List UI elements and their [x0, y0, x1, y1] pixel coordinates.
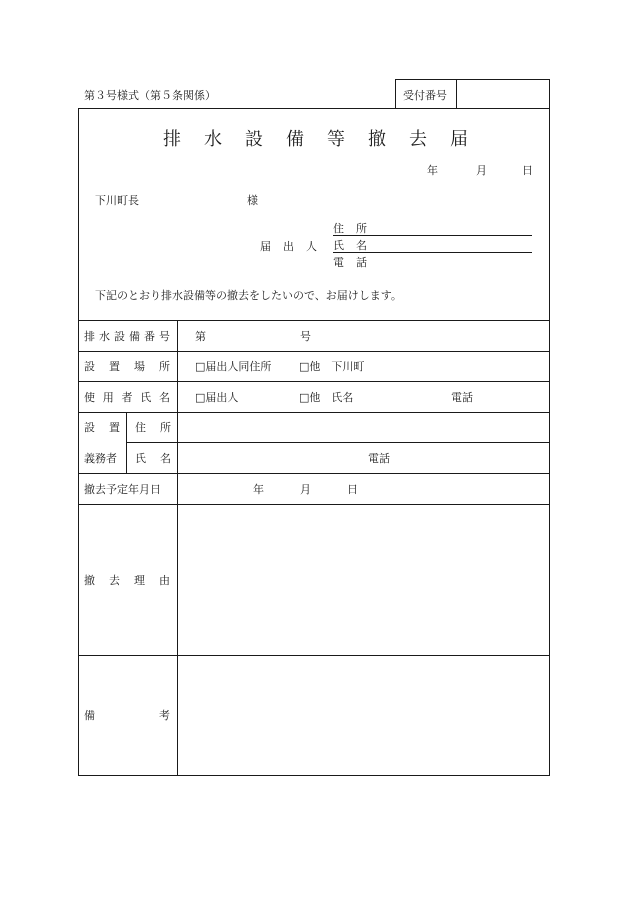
title-char: 撤 — [368, 129, 386, 150]
remarks-label: 備 考 — [84, 709, 170, 722]
obligor-group-label-bottom: 義務者 — [84, 452, 117, 465]
notifier-label: 届 出 人 — [260, 240, 317, 253]
obligor-group-label-top: 設 置 — [84, 421, 120, 434]
date-day-label[interactable]: 日 — [522, 164, 533, 177]
notifier-name-label: 氏 名 — [333, 239, 367, 252]
date-month-label[interactable]: 月 — [476, 164, 487, 177]
notifier-address-line[interactable] — [333, 235, 532, 236]
notifier-phone-label: 電 話 — [333, 256, 367, 269]
location-same-checkbox[interactable]: □届出人同住所 — [195, 360, 272, 373]
obligor-address-input[interactable] — [181, 415, 545, 439]
form-title — [163, 131, 468, 149]
notifier-address-label: 住 所 — [333, 222, 367, 235]
location-label: 設 置 場 所 — [84, 360, 170, 373]
title-char: 備 — [286, 129, 304, 150]
user-name-label: 使 用 者 氏 名 — [84, 391, 170, 404]
user-phone-label: 電話 — [451, 391, 473, 404]
obligor-phone-label: 電話 — [368, 452, 390, 465]
remarks-input[interactable] — [181, 659, 545, 772]
obligor-name-label: 氏 名 — [135, 452, 171, 465]
user-notifier-checkbox[interactable]: □届出人 — [195, 391, 239, 404]
drain-number-prefix: 第 — [195, 330, 206, 343]
title-char: 排 — [163, 129, 181, 150]
form-number: 第３号様式（第５条関係） — [84, 89, 216, 102]
removal-date-month[interactable]: 月 — [300, 483, 311, 496]
date-year-label[interactable]: 年 — [427, 164, 438, 177]
reason-label: 撤 去 理 由 — [84, 574, 170, 587]
drain-number-input[interactable] — [212, 324, 297, 348]
removal-date-day[interactable]: 日 — [347, 483, 358, 496]
title-char: 去 — [409, 129, 427, 150]
title-char: 設 — [245, 129, 263, 150]
addressee: 下川町長 — [95, 194, 139, 207]
reception-number-label: 受付番号 — [403, 89, 447, 102]
title-char: 等 — [327, 129, 345, 150]
location-other-checkbox[interactable]: □他 下川町 — [299, 360, 365, 373]
removal-date-label: 撤去予定年月日 — [84, 483, 161, 496]
drain-number-suffix: 号 — [300, 330, 311, 343]
reason-input[interactable] — [181, 508, 545, 652]
statement-text: 下記のとおり排水設備等の撤去をしたいので、お届けします。 — [95, 289, 402, 302]
obligor-address-label: 住 所 — [135, 421, 171, 434]
title-char: 水 — [204, 129, 222, 150]
reception-number-field[interactable] — [460, 82, 546, 106]
drain-number-label: 排 水 設 備 番 号 — [84, 330, 170, 343]
notifier-name-line[interactable] — [333, 252, 532, 253]
honorific: 様 — [247, 194, 258, 207]
title-char: 届 — [450, 129, 468, 150]
user-other-checkbox[interactable]: □他 氏名 — [299, 391, 354, 404]
removal-date-year[interactable]: 年 — [253, 483, 264, 496]
